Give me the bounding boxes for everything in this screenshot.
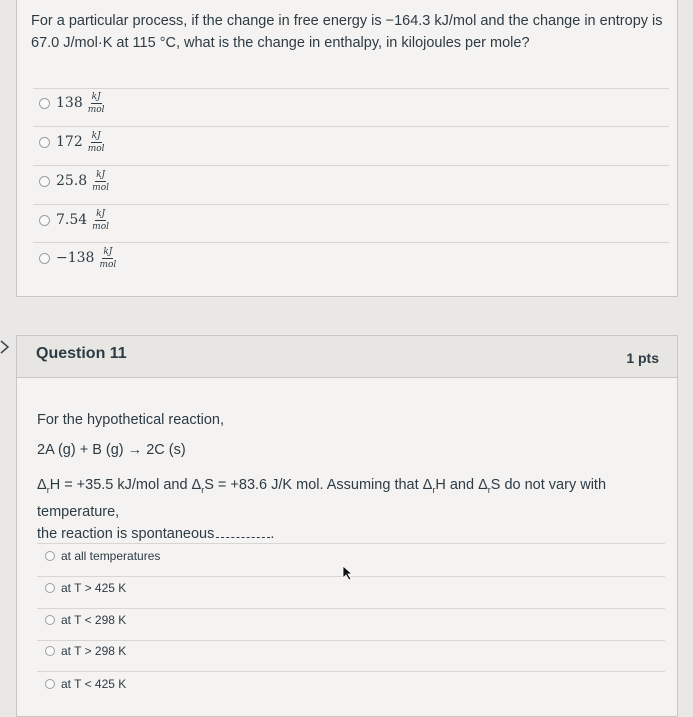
question-text: $\Delta_rH = +35.5$ kJ/mol and $\Delta_rS = +83.6$ J/K mol. Assuming that $\Delta_rH$ and $\Delta_rS$ do not vary with temperature, the reaction is spontaneous .	[37, 477, 607, 542]
radio-button[interactable]	[39, 137, 50, 148]
answer-value: −138	[56, 250, 95, 266]
radio-button[interactable]	[39, 253, 50, 264]
radio-button[interactable]	[39, 98, 50, 109]
divider	[37, 640, 665, 641]
divider	[33, 88, 669, 89]
radio-button[interactable]	[39, 176, 50, 187]
unit-fraction: $\frac{kJ}{\text{mol}}$	[92, 169, 110, 193]
divider	[33, 204, 669, 205]
question-points: 1 pts	[626, 350, 659, 366]
radio-button[interactable]	[45, 679, 55, 689]
radio-button[interactable]	[39, 215, 50, 226]
answer-option-2[interactable]	[39, 129, 105, 155]
unit-fraction: $\frac{kJ}{\text{mol}}$	[87, 91, 105, 115]
unit-fraction: $\frac{kJ}{\text{mol}}$	[99, 246, 117, 270]
answer-option-5[interactable]	[45, 672, 126, 696]
answer-blank	[216, 523, 270, 538]
question-header	[17, 336, 677, 378]
answer-option-2[interactable]	[45, 576, 126, 600]
answer-label: at all temperatures	[61, 549, 161, 563]
unit-fraction: $\frac{kJ}{\text{mol}}$	[92, 208, 110, 232]
divider	[33, 242, 669, 243]
answer-option-3[interactable]	[45, 608, 126, 632]
question-10-card	[16, 0, 678, 297]
reaction-equation: 2A (g) + B (g) → 2C (s)	[37, 442, 186, 458]
divider	[37, 608, 665, 609]
question-10-text: For a particular process, if the change in free energy is −164.3 kJ/mol and the change in entropy is 67.0 J/mol·K at 115 °C, what is the change in enthalpy, in kilojoules per mole?	[31, 13, 663, 51]
divider	[37, 671, 665, 672]
divider	[33, 126, 669, 127]
radio-button[interactable]	[45, 583, 55, 593]
answer-option-4[interactable]	[39, 207, 109, 233]
question-11-card	[16, 335, 678, 717]
radio-button[interactable]	[45, 615, 55, 625]
radio-button[interactable]	[45, 551, 55, 561]
answer-option-1[interactable]	[45, 544, 160, 568]
question-title: Question 11	[36, 345, 127, 362]
chevron-right-icon[interactable]	[0, 340, 10, 354]
answer-option-4[interactable]	[45, 639, 126, 663]
answer-label: at T < 425 K	[61, 677, 127, 691]
radio-button[interactable]	[45, 646, 55, 656]
answer-value: 172	[56, 134, 83, 150]
answer-value: 7.54	[56, 212, 88, 228]
answer-label: at T < 298 K	[61, 613, 127, 627]
mouse-cursor-icon	[342, 565, 354, 581]
answer-option-3[interactable]	[39, 168, 109, 194]
question-intro: For the hypothetical reaction,	[37, 412, 224, 428]
unit-fraction: $\frac{kJ}{\text{mol}}$	[87, 130, 105, 154]
answer-value: 138	[56, 95, 83, 111]
answer-label: at T > 298 K	[61, 644, 127, 658]
answer-value: 25.8	[56, 173, 88, 189]
answer-label: at T > 425 K	[61, 581, 127, 595]
answer-option-5[interactable]	[39, 245, 116, 271]
divider	[33, 165, 669, 166]
answer-option-1[interactable]	[39, 90, 105, 116]
